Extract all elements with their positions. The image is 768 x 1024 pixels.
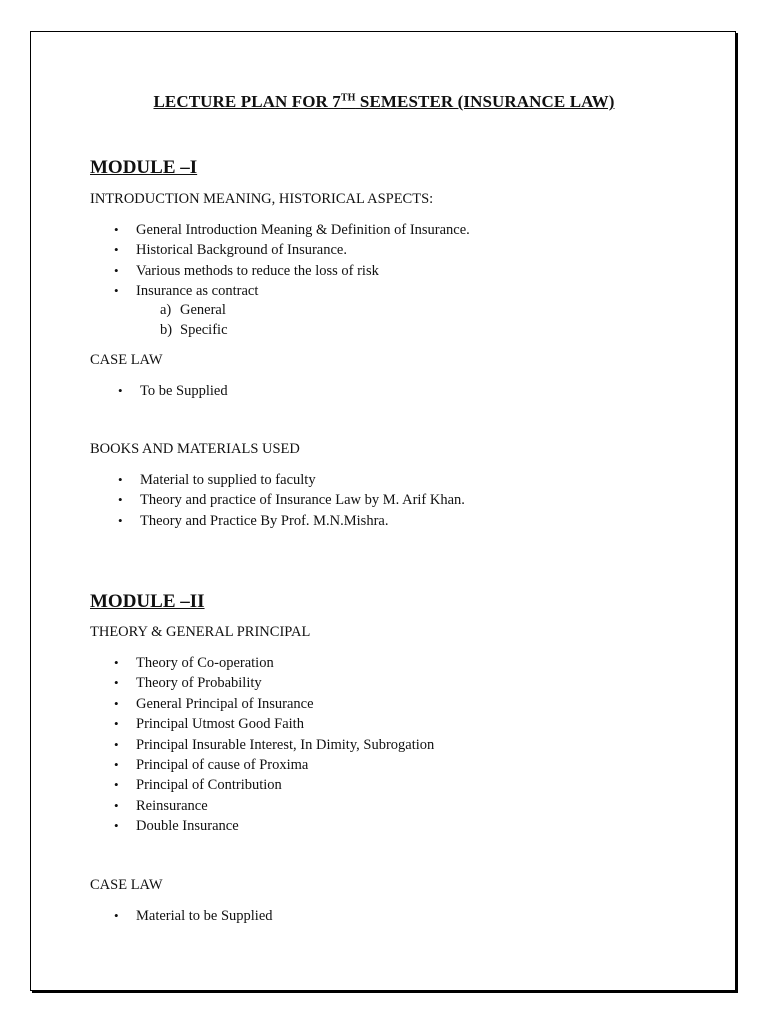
bullet-icon: • — [118, 472, 123, 487]
list-item: • To be Supplied — [140, 381, 228, 401]
bullet-icon: • — [114, 716, 119, 732]
module-1-case-law-list — [118, 381, 228, 401]
bullet-icon: • — [114, 695, 119, 711]
list-item: • Material to supplied to faculty — [140, 470, 465, 490]
list-item: • General Principal of Insurance — [136, 694, 434, 714]
list-item: • Reinsurance — [136, 796, 434, 816]
list-item: • Principal of cause of Proxima — [136, 755, 434, 775]
list-item: • Theory and practice of Insurance Law by M. Arif Khan. — [140, 490, 465, 510]
bullet-icon: • — [114, 675, 119, 691]
title-superscript: TH — [340, 92, 356, 104]
list-item: • Theory and Practice By Prof. M.N.Mishra. — [140, 511, 465, 531]
module-2-case-law-list — [114, 906, 273, 926]
bullet-icon: • — [118, 492, 123, 508]
list-item: • Material to be Supplied — [136, 906, 273, 926]
module-1-section-title: INTRODUCTION MEANING, HISTORICAL ASPECTS: — [90, 191, 434, 207]
bullet-icon: • — [114, 283, 119, 299]
list-item: • General Introduction Meaning & Definition of Insurance. — [136, 220, 470, 240]
bullet-icon: • — [114, 797, 119, 813]
list-item: • Various methods to reduce the loss of risk — [136, 261, 470, 281]
title-prefix: LECTURE PLAN FOR 7 — [153, 92, 341, 111]
bullet-icon: • — [114, 756, 119, 772]
bullet-icon: • — [118, 512, 123, 528]
list-item: b) Specific — [160, 321, 228, 341]
title-suffix: SEMESTER (INSURANCE LAW) — [355, 92, 615, 111]
list-item: a) General — [160, 301, 228, 321]
bullet-icon: • — [114, 908, 119, 923]
bullet-icon: • — [118, 383, 123, 398]
module-2-case-law-label: CASE LAW — [90, 877, 163, 893]
bullet-icon: • — [114, 242, 119, 258]
module-1-subtopic-list — [160, 301, 228, 340]
list-item: • Principal Utmost Good Faith — [136, 714, 434, 734]
bullet-icon: • — [114, 655, 119, 670]
list-item: • Theory of Probability — [136, 673, 434, 693]
list-item: • Theory of Co-operation — [136, 653, 434, 673]
module-1-books-label: BOOKS AND MATERIALS USED — [90, 441, 300, 457]
bullet-icon: • — [114, 736, 119, 752]
bullet-icon: • — [114, 818, 119, 834]
module-2-topic-list — [114, 653, 435, 837]
module-1-case-law-label: CASE LAW — [90, 352, 163, 368]
module-1-heading: MODULE –I — [90, 157, 198, 178]
subtopic-marker: a) — [160, 302, 172, 318]
list-item: • Historical Background of Insurance. — [136, 240, 470, 260]
bullet-icon: • — [114, 262, 119, 278]
bullet-icon: • — [114, 222, 119, 237]
list-item: • Principal Insurable Interest, In Dimity, Subrogation — [136, 735, 434, 755]
module-1-books-list — [118, 470, 465, 531]
list-item: • Double Insurance — [136, 816, 434, 836]
module-2-heading: MODULE –II — [90, 591, 205, 612]
list-item: • Insurance as contract — [136, 281, 470, 301]
module-2-section-title: THEORY & GENERAL PRINCIPAL — [90, 624, 311, 640]
bullet-icon: • — [114, 777, 119, 793]
list-item: • Principal of Contribution — [136, 775, 434, 795]
document-title — [0, 92, 768, 112]
module-1-topic-list — [114, 220, 470, 302]
subtopic-marker: b) — [160, 321, 173, 338]
